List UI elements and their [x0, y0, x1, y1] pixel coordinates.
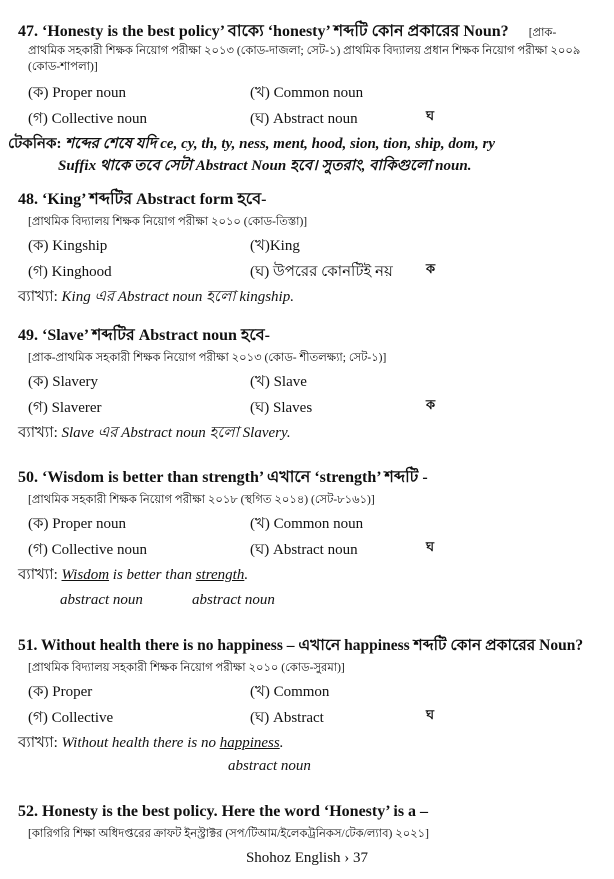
option-ka: (ক) Slavery	[28, 374, 99, 390]
question-49-source: [প্রাক-প্রাথমিক সহকারী শিক্ষক নিয়োগ পরীক্ষা ২০১৩ (কোড- শীতলক্ষ্যা; সেট-১)]	[28, 352, 387, 364]
option-ga: (গ) Collective	[28, 710, 114, 726]
question-47-source: প্রাথমিক সহকারী শিক্ষক নিয়োগ পরীক্ষা ২০১৩ (কোড-দাজলা; সেট-১) প্রাথমিক বিদ্যালয় প্রধান শিক্ষক নিয়োগ পরীক্ষা ২০০৯ (কোড-শাপলা)]	[28, 45, 581, 73]
question-51-title: 51. Without health there is no happiness – এখানে happiness শব্দটি কোন প্রকারের Noun?	[18, 637, 584, 654]
question-49	[18, 326, 606, 444]
explanation-middle: is better than	[109, 567, 196, 583]
question-51-source: [প্রাথমিক বিদ্যালয় সহকারী শিক্ষক নিয়োগ পরীক্ষা ২০১০ (কোড-সুরমা)]	[28, 662, 345, 674]
word-type-label-2: abstract noun	[192, 592, 275, 608]
options-row-2	[28, 107, 606, 133]
explanation-text: Without health there is no	[61, 735, 220, 751]
word-type-label-1: abstract noun	[60, 592, 143, 608]
option-kha: (খ)King	[250, 238, 300, 254]
option-gha: (ঘ) উপরের কোনটিই নয়	[250, 264, 393, 280]
question-50	[18, 468, 606, 614]
option-kha: (খ) Common noun	[250, 516, 364, 532]
options-row-1	[28, 234, 606, 260]
options-row-1	[28, 512, 606, 538]
explanation-label: ব্যাখ্যা:	[18, 567, 58, 583]
explanation	[18, 564, 606, 586]
question-52-title: 52. Honesty is the best policy. Here the word ‘Honesty’ is a –	[18, 803, 429, 820]
question-50-title: 50. ‘Wisdom is better than strength’ এখানে ‘strength’ শব্দটি -	[18, 469, 428, 486]
answer-mark: ঘ	[426, 108, 435, 123]
explanation-end: .	[279, 735, 284, 751]
options-row-1	[28, 680, 606, 706]
options-row-2	[28, 396, 606, 422]
option-ga: (গ) Collective noun	[28, 111, 147, 127]
option-kha: (খ) Slave	[250, 374, 307, 390]
answer-mark: ক	[426, 397, 436, 412]
question-47-text: 47. ‘Honesty is the best policy’ বাক্যে ‘honesty’ শব্দটি কোন প্রকারের Noun?	[18, 23, 509, 40]
technique-line-1: শব্দের শেষে যদি ce, cy, th, ty, ness, ment, hood, sion, tion, ship, dom, ry	[65, 136, 495, 152]
page-footer: Shohoz English › 37	[245, 850, 369, 866]
explanation-end: .	[244, 567, 249, 583]
explanation-text: King এর Abstract noun হলো kingship.	[61, 289, 294, 305]
option-ka: (ক) Kingship	[28, 238, 108, 254]
question-49-title: 49. ‘Slave’ শব্দটির Abstract noun হবে-	[18, 327, 271, 344]
options-row-2	[28, 538, 606, 564]
word-type-label: abstract noun	[228, 758, 311, 774]
explanation-word: happiness	[219, 735, 280, 751]
options-row-1	[28, 81, 606, 107]
options-row-1	[28, 370, 606, 396]
technique-label: টেকনিক:	[8, 136, 62, 152]
option-ga: (গ) Slaverer	[28, 400, 102, 416]
explanation	[18, 422, 606, 444]
option-ga: (গ) Collective noun	[28, 542, 147, 558]
explanation-label: ব্যাখ্যা:	[18, 735, 58, 751]
technique-line-2: Suffix থাকে তবে সেটা Abstract Noun হবে। সুতরাং, বাকিগুলো noun.	[58, 158, 472, 174]
question-50-source: [প্রাথমিক সহকারী শিক্ষক নিয়োগ পরীক্ষা ২০১৮ (স্থগিত ২০১৪) (সেট-৮১৬১)]	[28, 494, 375, 506]
option-gha: (ঘ) Abstract noun	[250, 542, 358, 558]
technique-note	[8, 133, 606, 155]
explanation-word-2: strength	[195, 567, 245, 583]
question-52	[18, 802, 606, 842]
option-kha: (খ) Common	[250, 684, 330, 700]
explanation-label: ব্যাখ্যা:	[18, 289, 58, 305]
explanation	[18, 286, 606, 308]
option-gha: (ঘ) Abstract	[250, 710, 324, 726]
options-row-2	[28, 260, 606, 286]
question-47-title	[18, 22, 606, 43]
explanation	[18, 732, 606, 754]
options-row-2	[28, 706, 606, 732]
question-48-source: [প্রাথমিক বিদ্যালয় শিক্ষক নিয়োগ পরীক্ষা ২০১০ (কোড-তিস্তা)]	[28, 216, 308, 228]
explanation-label: ব্যাখ্যা:	[18, 425, 58, 441]
question-52-source: [কারিগরি শিক্ষা অধিদপ্তরের ক্রাফট ইনস্ট্রাক্টর (সপ/টিআম/ইলেকট্রনিকস/টেক/ল্যাব) ২০২১]	[28, 828, 429, 840]
explanation-word-1: Wisdom	[61, 567, 110, 583]
question-51	[18, 636, 606, 780]
question-48	[18, 190, 606, 308]
option-gha: (ঘ) Abstract noun	[250, 111, 358, 127]
question-47	[8, 22, 606, 177]
word-type-labels	[18, 758, 606, 780]
word-type-labels	[18, 592, 606, 614]
technique-note-2	[18, 155, 606, 177]
option-ga: (গ) Kinghood	[28, 264, 112, 280]
option-gha: (ঘ) Slaves	[250, 400, 313, 416]
option-ka: (ক) Proper	[28, 684, 93, 700]
question-47-source-start: [প্রাক-	[528, 27, 557, 39]
answer-mark: ঘ	[426, 707, 435, 722]
answer-mark: ক	[426, 261, 436, 276]
option-ka: (ক) Proper noun	[28, 85, 126, 101]
answer-mark: ঘ	[426, 539, 435, 554]
option-ka: (ক) Proper noun	[28, 516, 126, 532]
option-kha: (খ) Common noun	[250, 85, 364, 101]
question-48-title: 48. ‘King’ শব্দটির Abstract form হবে-	[18, 191, 267, 208]
explanation-text: Slave এর Abstract noun হলো Slavery.	[61, 425, 291, 441]
